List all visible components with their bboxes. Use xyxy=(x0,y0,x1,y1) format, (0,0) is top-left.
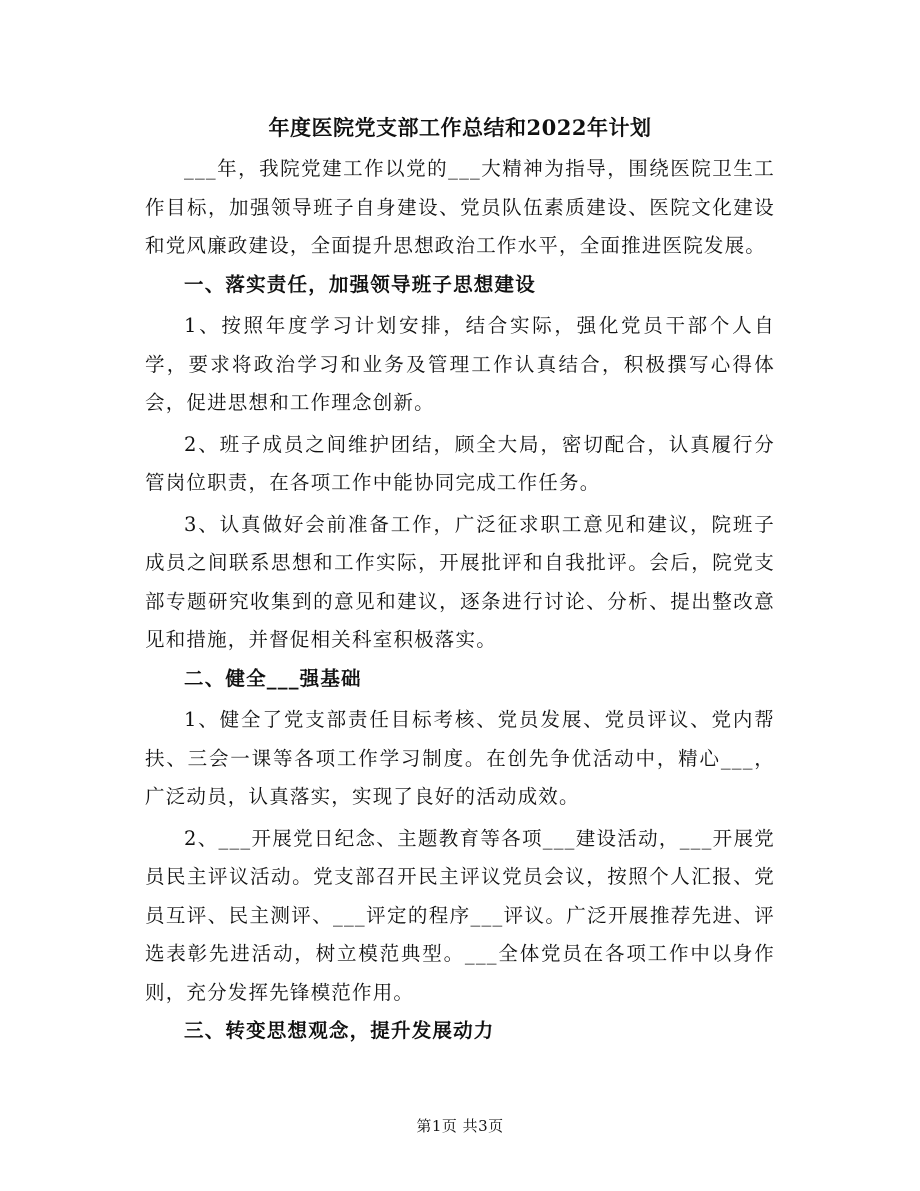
section-heading-1: 一、落实责任，加强领导班子思想建设 xyxy=(184,272,536,296)
paragraph-2-1: 1、健全了党支部责任目标考核、党员发展、党员评议、党内帮扶、三会一课等各项工作学习制度。在创先争优活动中，精心___，广泛动员，认真落实，实现了良好的活动成效。 xyxy=(145,708,775,808)
section-heading-3: 三、转变思想观念，提升发展动力 xyxy=(184,1019,495,1042)
paragraph-1-1: 1、按照年度学习计划安排，结合实际，强化党员干部个人自学，要求将政治学习和业务及管理工作认真结合，积极撰写心得体会，促进思想和工作理念创新。 xyxy=(145,314,775,414)
section-heading-2: 二、健全___强基础 xyxy=(184,666,362,690)
paragraph-1-2: 2、班子成员之间维护团结，顾全大局，密切配合，认真履行分管岗位职责，在各项工作中能协同完成工作任务。 xyxy=(145,432,775,494)
document-body xyxy=(145,150,775,1051)
paragraph-1-3: 3、认真做好会前准备工作，广泛征求职工意见和建议，院班子成员之间联系思想和工作实际，开展批评和自我批评。会后，院党支部专题研究收集到的意见和建议，逐条进行讨论、分析、提出整改意见和措施，并督促相关科室积极落实。 xyxy=(145,512,775,651)
page-number-footer: 第1页 共3页 xyxy=(416,1117,504,1135)
paragraph-intro: ___年，我院党建工作以党的___大精神为指导，围绕医院卫生工作目标，加强领导班子自身建设、党员队伍素质建设、医院文化建设和党风廉政建设，全面提升思想政治工作水平，全面推进医院发展。 xyxy=(145,157,775,257)
document-title: 年度医院党支部工作总结和2022年计划 xyxy=(268,115,652,140)
paragraph-2-2: 2、___开展党日纪念、主题教育等各项___建设活动，___开展党员民主评议活动。党支部召开民主评议党员会议，按照个人汇报、党员互评、民主测评、___评定的程序___评议。广泛开展推荐先进、评选表彰先进活动，树立模范典型。___全体党员在各项工作中以身作则，充分发挥先锋模范作用。 xyxy=(145,826,775,1004)
